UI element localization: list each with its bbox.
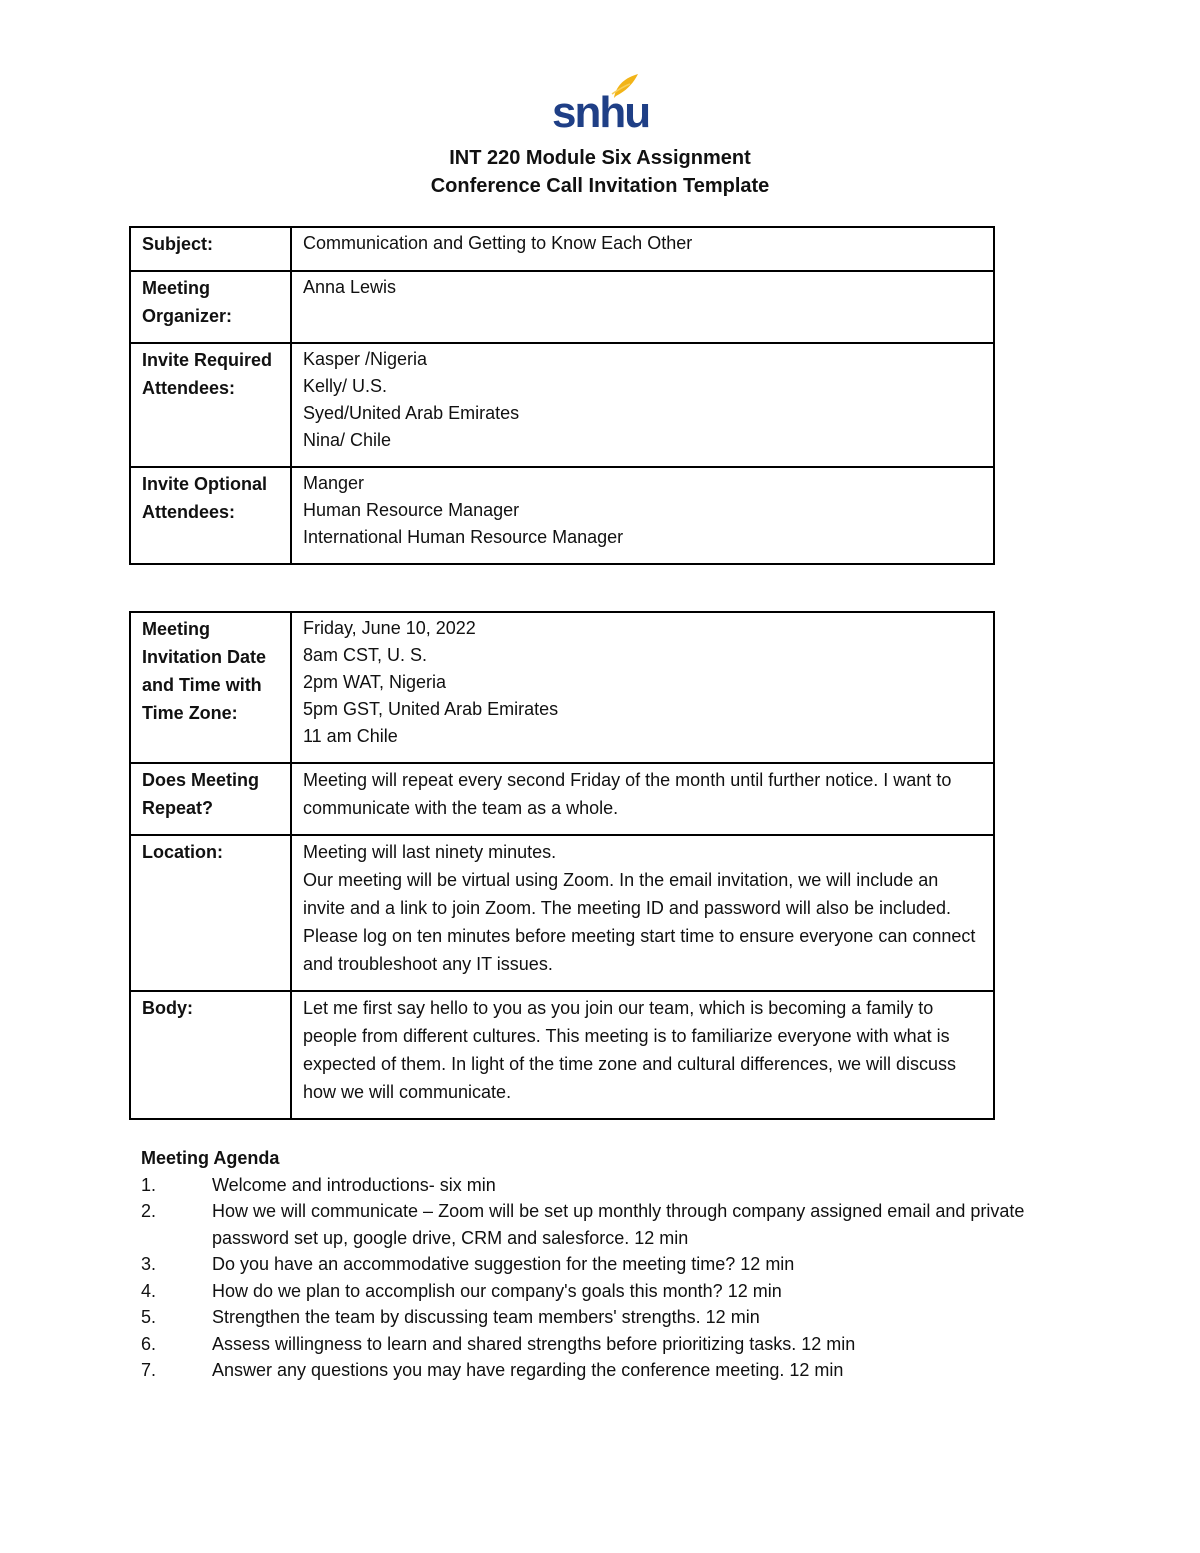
list-item	[141, 1198, 1061, 1251]
item-text: Answer any questions you may have regarding the conference meeting. 12 min	[212, 1360, 844, 1380]
item-number: 1.	[141, 1174, 157, 1195]
table-row	[130, 835, 994, 991]
row-value	[291, 991, 994, 1119]
invitation-details-table	[129, 226, 995, 565]
row-value	[291, 835, 994, 991]
table-row	[130, 763, 994, 835]
row-label: Invite Optional Attendees:	[130, 467, 291, 564]
item-number: 3.	[141, 1254, 157, 1274]
row-label: Subject:	[130, 227, 291, 271]
item-text: Strengthen the team by discussing team members' strengths. 12 min	[212, 1307, 760, 1327]
value-line: Nina/ Chile	[303, 430, 392, 450]
row-label: Meeting Invitation Date and Time with Time Zone:	[130, 612, 291, 763]
row-value	[291, 343, 994, 467]
value-line: Meeting will last ninety minutes.	[303, 842, 557, 862]
item-text: Do you have an accommodative suggestion for the meeting time? 12 min	[212, 1254, 795, 1274]
item-number: 4.	[141, 1280, 157, 1301]
document-title: INT 220 Module Six Assignment	[449, 147, 751, 169]
agenda-title: Meeting Agenda	[141, 1148, 280, 1168]
document-header	[0, 144, 1200, 200]
meeting-agenda	[141, 1145, 1061, 1384]
value-line: Friday, June 10, 2022	[303, 618, 476, 638]
logo-wordmark: snhu	[552, 88, 650, 137]
item-text: Welcome and introductions- six min	[212, 1174, 496, 1195]
list-item	[141, 1357, 1061, 1384]
row-value	[291, 763, 994, 835]
row-value	[291, 467, 994, 564]
row-label: Meeting Organizer:	[130, 271, 291, 343]
item-number: 7.	[141, 1360, 157, 1380]
item-text: How do we plan to accomplish our company's goals this month? 12 min	[212, 1280, 782, 1301]
value-line: Human Resource Manager	[303, 500, 520, 520]
list-item	[141, 1278, 1061, 1305]
snhu-logo	[552, 72, 648, 138]
table-row	[130, 227, 994, 271]
row-label: Body:	[130, 991, 291, 1119]
row-value	[291, 612, 994, 763]
value-line: 11 am Chile	[303, 726, 398, 746]
item-number: 2.	[141, 1201, 157, 1221]
value-line: Meeting will repeat every second Friday of the month until further notice. I want to communicate with the team as a whole.	[303, 770, 952, 818]
meeting-details-table	[129, 611, 995, 1120]
item-number: 6.	[141, 1333, 157, 1354]
list-item	[141, 1251, 1061, 1278]
list-item	[141, 1172, 1061, 1199]
item-text: How we will communicate – Zoom will be set up monthly through company assigned email and private password set up, google drive, CRM and salesforce. 12 min	[212, 1201, 1025, 1248]
value-line: International Human Resource Manager	[303, 527, 624, 547]
value-line: Kelly/ U.S.	[303, 376, 388, 396]
list-item	[141, 1304, 1061, 1331]
value-line: Our meeting will be virtual using Zoom. In the email invitation, we will include an invite and a link to join Zoom. The meeting ID and password will also be included. Please log on ten minutes before meeting start time to ensure everyone can connect and troubleshoot any IT issues.	[303, 870, 976, 974]
item-number: 5.	[141, 1307, 157, 1327]
value-line: 8am CST, U. S.	[303, 645, 428, 665]
row-label: Invite Required Attendees:	[130, 343, 291, 467]
value-line: 5pm GST, United Arab Emirates	[303, 699, 559, 719]
list-item	[141, 1331, 1061, 1358]
table-row	[130, 343, 994, 467]
table-row	[130, 612, 994, 763]
value-line: Anna Lewis	[303, 277, 397, 297]
row-label: Does Meeting Repeat?	[130, 763, 291, 835]
value-line: Communication and Getting to Know Each Other	[303, 233, 693, 253]
item-text: Assess willingness to learn and shared strengths before prioritizing tasks. 12 min	[212, 1333, 856, 1354]
row-value	[291, 271, 994, 343]
value-line: Let me first say hello to you as you join our team, which is becoming a family to people from different cultures. This meeting is to familiarize everyone with what is expected of them. In light of the time zone and cultural differences, we will discuss how we will communicate.	[303, 998, 957, 1102]
value-line: Kasper /Nigeria	[303, 349, 428, 369]
table-row	[130, 271, 994, 343]
row-label: Location:	[130, 835, 291, 991]
value-line: 2pm WAT, Nigeria	[303, 672, 447, 692]
table-row	[130, 467, 994, 564]
value-line: Manger	[303, 473, 365, 493]
value-line: Syed/United Arab Emirates	[303, 403, 520, 423]
document-subtitle: Conference Call Invitation Template	[430, 175, 770, 197]
table-row	[130, 991, 994, 1119]
row-value	[291, 227, 994, 271]
